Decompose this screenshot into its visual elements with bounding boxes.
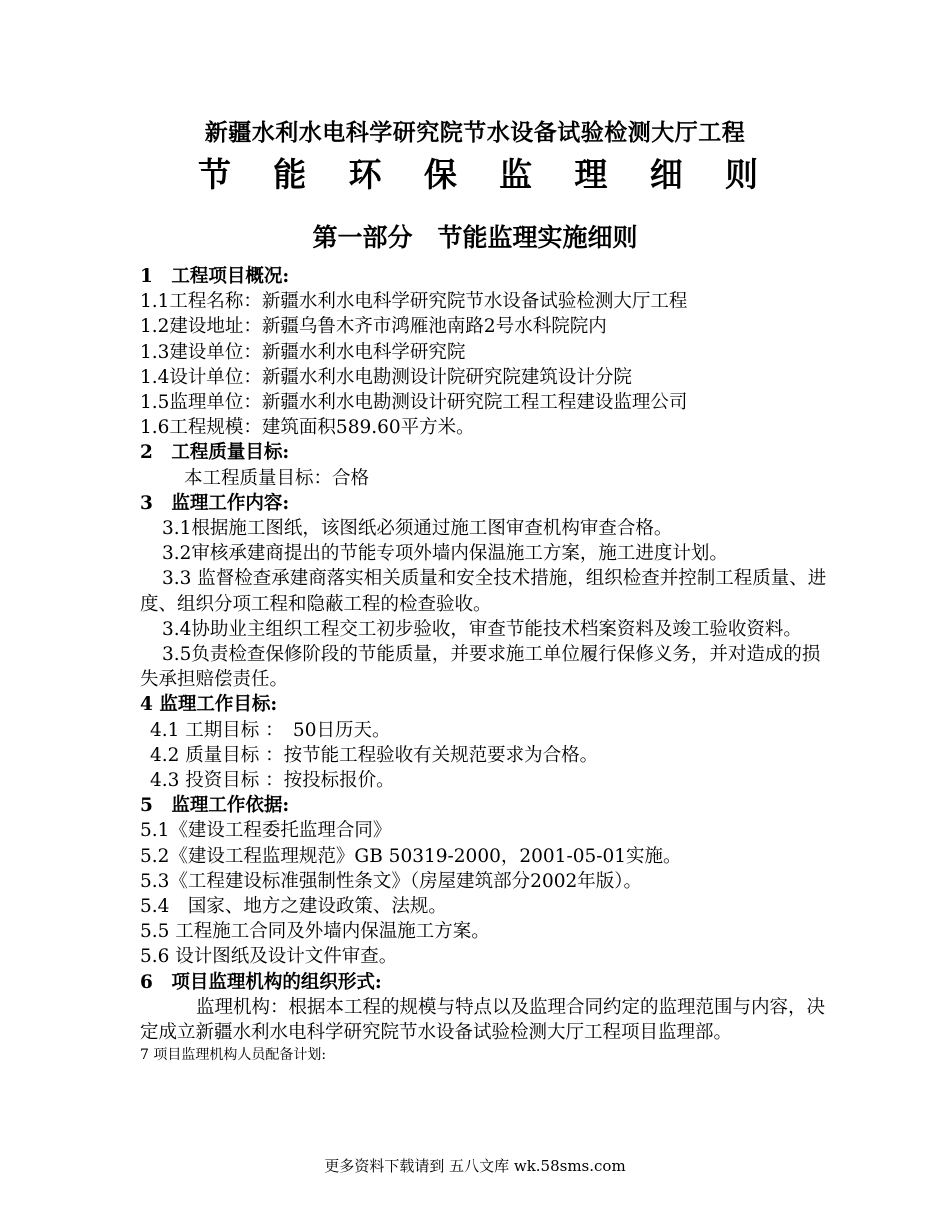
subtitle-char: 环 bbox=[348, 155, 382, 194]
section-5-item: 5.4 国家、地方之建设政策、法规。 bbox=[140, 896, 447, 918]
section-1-heading: 1 工程项目概况: bbox=[140, 266, 290, 287]
section-5-heading: 5 监理工作依据: bbox=[140, 795, 290, 817]
footer-text: 更多资料下载请到 五八文库 wk.58sms.com bbox=[324, 1157, 626, 1175]
part-heading: 第一部分 节能监理实施细则 bbox=[312, 223, 638, 252]
section-4-item: 4.3 投资目标 ：按投标报价。 bbox=[150, 770, 395, 792]
section-5-item: 5.3《工程建设标准强制性条文》（房屋建筑部分2002年版）。 bbox=[140, 870, 643, 892]
subtitle-char: 保 bbox=[423, 155, 457, 194]
section-1-item: 1.5监理单位：新疆水利水电勘测设计研究院工程工程建设监理公司 bbox=[140, 392, 688, 414]
section-3-item: 3.3 监督检查承建商落实相关质量和安全技术措施，组织检查并控制工程质量、进度、组织分项工程和隐蔽工程的检查验收。 bbox=[140, 568, 827, 615]
section-3-heading: 3 监理工作内容: bbox=[140, 492, 290, 514]
subtitle-char: 理 bbox=[574, 155, 608, 194]
document-title: 新疆水利水电科学研究院节水设备试验检测大厅工程 bbox=[204, 119, 746, 146]
section-4-item: 4.2 质量目标 ：按节能工程验收有关规范要求为合格。 bbox=[150, 744, 599, 766]
subtitle-char: 细 bbox=[649, 155, 683, 194]
section-1-item: 1.2建设地址：新疆乌鲁木齐市鸿雁池南路2号水科院院内 bbox=[140, 316, 607, 338]
subtitle-char: 监 bbox=[499, 155, 533, 194]
subtitle-char: 则 bbox=[724, 155, 758, 194]
document-subtitle bbox=[198, 149, 758, 196]
section-3-item: 3.1根据施工图纸，该图纸必须通过施工图审查机构审查合格。 bbox=[162, 518, 673, 540]
section-5-item: 5.1《建设工程委托监理合同》 bbox=[140, 820, 392, 842]
section-3-item: 3.5负责检查保修阶段的节能质量，并要求施工单位履行保修义务，并对造成的损失承担赔偿责任。 bbox=[140, 644, 821, 691]
document-body bbox=[140, 264, 830, 1065]
section-7-heading: 7 项目监理机构人员配备计划: bbox=[140, 1047, 327, 1064]
section-6-text: 监理机构：根据本工程的规模与特点以及监理合同约定的监理范围与内容，决定成立新疆水利水电科学研究院节水设备试验检测大厅工程项目监理部。 bbox=[140, 996, 826, 1044]
section-1-item: 1.6工程规模：建筑面积589.60平方米。 bbox=[140, 417, 475, 439]
subtitle-char: 能 bbox=[273, 155, 307, 194]
quality-target-text: 本工程质量目标：合格 bbox=[184, 467, 370, 489]
section-3-item: 3.4协助业主组织工程交工初步验收，审查节能技术档案资料及竣工验收资料。 bbox=[162, 618, 802, 640]
subtitle-char: 节 bbox=[198, 155, 231, 194]
section-1-item: 1.1工程名称：新疆水利水电科学研究院节水设备试验检测大厅工程 bbox=[140, 291, 688, 313]
section-1-item: 1.3建设单位：新疆水利水电科学研究院 bbox=[140, 341, 466, 363]
section-6-heading: 6 项目监理机构的组织形式: bbox=[140, 971, 382, 993]
section-3-item: 3.2审核承建商提出的节能专项外墙内保温施工方案，施工进度计划。 bbox=[162, 543, 728, 565]
section-4-item: 4.1 工期目标 ： 50日历天。 bbox=[150, 719, 391, 741]
section-5-item: 5.2《建设工程监理规范》GB 50319-2000，2001-05-01实施。 bbox=[140, 845, 682, 867]
section-1-item: 1.4设计单位：新疆水利水电勘测设计院研究院建筑设计分院 bbox=[140, 366, 632, 388]
section-5-item: 5.5 工程施工合同及外墙内保温施工方案。 bbox=[140, 921, 490, 943]
section-4-heading: 4 监理工作目标: bbox=[140, 694, 278, 716]
section-2-heading: 2 工程质量目标: bbox=[140, 442, 290, 464]
section-5-item: 5.6 设计图纸及设计文件审查。 bbox=[140, 946, 398, 968]
